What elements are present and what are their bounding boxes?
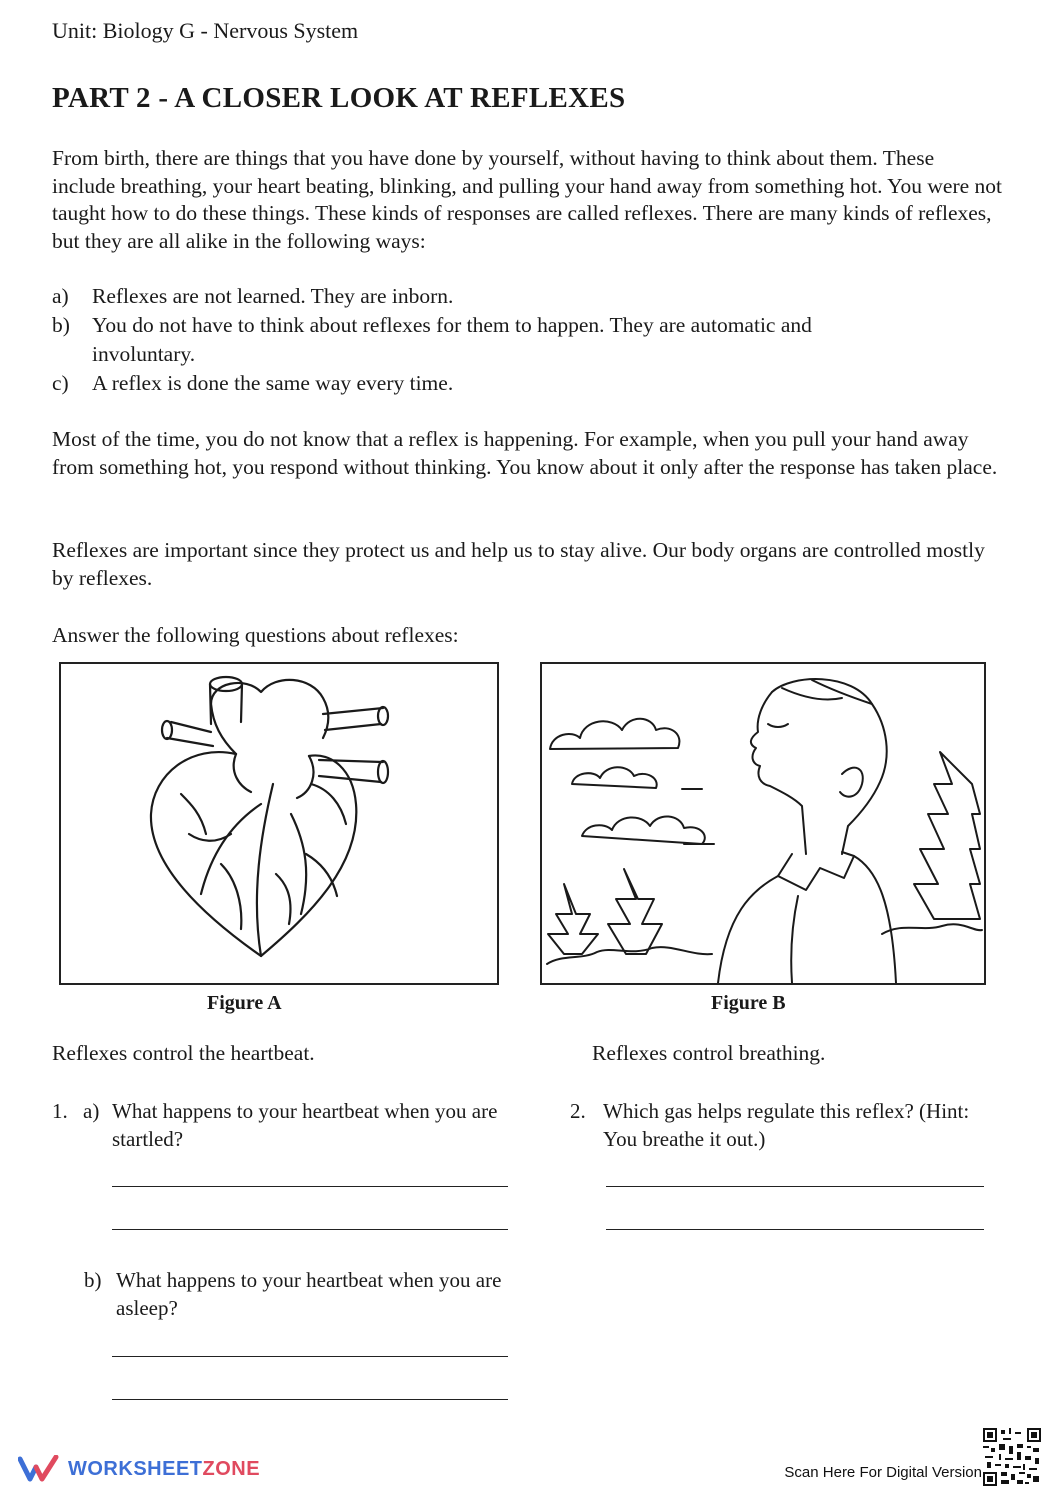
list-item — [52, 369, 952, 398]
tree-shape — [914, 752, 980, 919]
answer-line-1a-2[interactable] — [112, 1229, 508, 1230]
page-title: PART 2 - A CLOSER LOOK AT REFLEXES — [52, 82, 626, 114]
question-text: Which gas helps regulate this reflex? (Hint: You breathe it out.) — [603, 1099, 970, 1151]
list-item — [52, 282, 952, 311]
boy-head — [772, 679, 887, 854]
tree-shape — [608, 869, 662, 954]
list-marker: a) — [52, 284, 69, 308]
figure-a-heart-illustration — [59, 662, 499, 985]
reflex-importance-paragraph: Reflexes are important since they protect us and help us to stay alive. Our body organs are controlled mostly by reflexes. — [52, 538, 985, 590]
list-item — [52, 311, 912, 369]
intro-paragraph: From birth, there are things that you have done by yourself, without having to think about them. These include breathing, your heart beating, blinking, and pulling your hand away from something hot. You were not taught how to do these things. These kinds of responses are called reflexes. There are many kinds of reflexes, but they are all alike in the following ways: — [52, 146, 1002, 253]
answer-line-1b-1[interactable] — [112, 1356, 508, 1357]
breathing-boy-drawing — [542, 664, 984, 983]
qr-code-graphic — [983, 1428, 1041, 1486]
heart-drawing — [61, 664, 497, 983]
question-sub-marker: b) — [84, 1268, 102, 1292]
list-item-text: Reflexes are not learned. They are inborn. — [92, 284, 454, 308]
worksheetzone-logo-icon — [18, 1455, 60, 1483]
cloud-shape — [582, 816, 705, 844]
question-text: What happens to your heartbeat when you are asleep? — [116, 1268, 502, 1320]
list-item-text: A reflex is done the same way every time. — [92, 371, 454, 395]
boy-shirt — [778, 852, 854, 890]
cloud-shape — [572, 767, 657, 788]
question-text: What happens to your heartbeat when you are startled? — [112, 1099, 498, 1151]
question-number: 2. — [570, 1099, 586, 1123]
question-2 — [570, 1097, 990, 1153]
answer-line-1b-2[interactable] — [112, 1399, 508, 1400]
list-item-text: You do not have to think about reflexes for them to happen. They are automatic and involuntary. — [92, 313, 812, 366]
brand-name-plain: WORKSHEET — [68, 1457, 203, 1480]
qr-code-icon[interactable] — [983, 1428, 1041, 1486]
figure-b-breathing-illustration — [540, 662, 986, 985]
list-marker: b) — [52, 313, 70, 337]
answer-line-2-1[interactable] — [606, 1186, 984, 1187]
answer-line-2-2[interactable] — [606, 1229, 984, 1230]
heartbeat-statement: Reflexes control the heartbeat. — [52, 1041, 315, 1065]
question-1a — [52, 1097, 522, 1153]
unit-label: Unit: Biology G - Nervous System — [52, 18, 359, 43]
breathing-statement: Reflexes control breathing. — [592, 1041, 826, 1065]
brand-logo[interactable] — [18, 1455, 260, 1483]
figure-a-caption: Figure A — [207, 992, 282, 1014]
cloud-shape — [550, 719, 679, 749]
answer-line-1a-1[interactable] — [112, 1186, 508, 1187]
brand-name-accent: ZONE — [202, 1457, 261, 1480]
question-number: 1. — [52, 1099, 68, 1123]
questions-prompt: Answer the following questions about reflexes: — [52, 623, 459, 647]
brand-name — [68, 1458, 260, 1481]
tree-shape — [548, 884, 598, 954]
figure-b-caption: Figure B — [711, 992, 786, 1014]
reflex-example-paragraph: Most of the time, you do not know that a reflex is happening. For example, when you pull your hand away from something hot, you respond without thinking. You know about it only after the response has taken place. — [52, 427, 998, 479]
question-1b — [84, 1266, 524, 1322]
list-marker: c) — [52, 371, 69, 395]
question-sub-marker: a) — [83, 1099, 100, 1123]
scan-instruction: Scan Here For Digital Version — [784, 1464, 982, 1481]
reflex-traits-list — [52, 282, 952, 398]
